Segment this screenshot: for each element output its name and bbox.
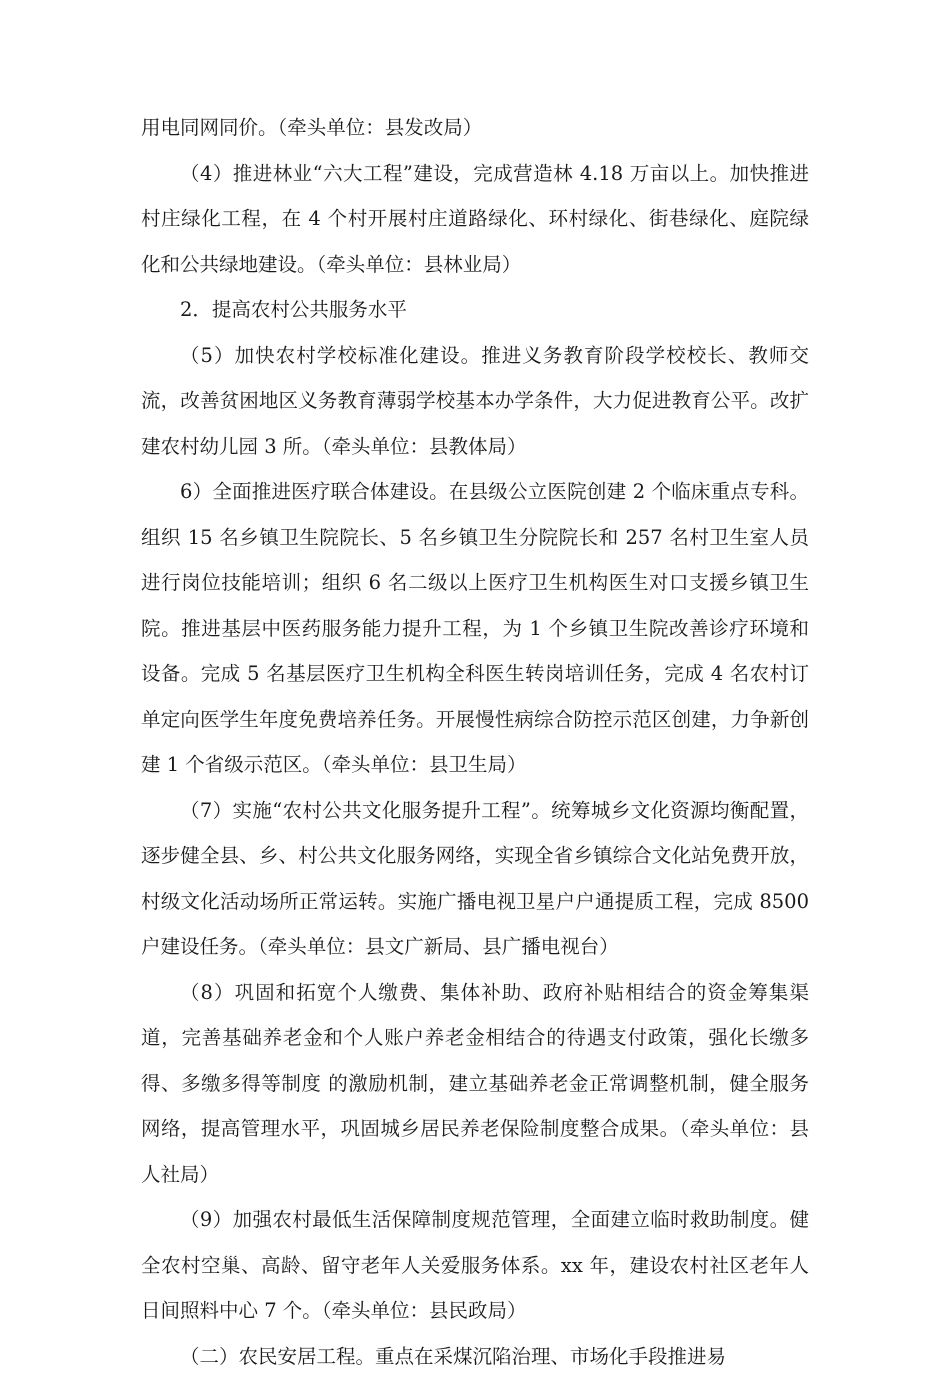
- paragraph-welfare: （9）加强农村最低生活保障制度规范管理，全面建立临时救助制度。健全农村空巢、高龄、留守老年人关爱服务体系。xx 年，建设农村社区老年人日间照料中心 7 个。（牵头单位：县民政局）: [141, 1197, 809, 1334]
- paragraph-medical: 6）全面推进医疗联合体建设。在县级公立医院创建 2 个临床重点专科。组织 15 名乡镇卫生院院长、5 名乡镇卫生分院院长和 257 名村卫生室人员进行岗位技能培训；组织 6 名二级以上医疗卫生机构医生对口支援乡镇卫生院。推进基层中医药服务能力提升工程，为 1 个乡镇卫生院改善诊疗环境和设备。完成 5 名基层医疗卫生机构全科医生转岗培训任务，完成 4 名农村订单定向医学生年度免费培养任务。开展慢性病综合防控示范区创建，力争新创建 1 个省级示范区。（牵头单位：县卫生局）: [141, 469, 809, 788]
- paragraph-continuation: 用电同网同价。（牵头单位：县发改局）: [141, 105, 809, 151]
- paragraph-culture: （7）实施“农村公共文化服务提升工程”。统筹城乡文化资源均衡配置，逐步健全县、乡、村公共文化服务网络，实现全省乡镇综合文化站免费开放，村级文化活动场所正常运转。实施广播电视卫星户户通提质工程，完成 8500 户建设任务。（牵头单位：县文广新局、县广播电视台）: [141, 788, 809, 970]
- section-heading-public-services: 2．提高农村公共服务水平: [141, 287, 809, 333]
- document-body: [141, 105, 809, 1379]
- paragraph-forestry: （4）推进林业“六大工程”建设，完成营造林 4.18 万亩以上。加快推进村庄绿化工程，在 4 个村开展村庄道路绿化、环村绿化、街巷绿化、庭院绿化和公共绿地建设。（牵头单位：县林业局）: [141, 151, 809, 288]
- paragraph-schools: （5）加快农村学校标准化建设。推进义务教育阶段学校校长、教师交流，改善贫困地区义务教育薄弱学校基本办学条件，大力促进教育公平。改扩建农村幼儿园 3 所。（牵头单位：县教体局）: [141, 333, 809, 470]
- paragraph-pension: （8）巩固和拓宽个人缴费、集体补助、政府补贴相结合的资金筹集渠道，完善基础养老金和个人账户养老金相结合的待遇支付政策，强化长缴多得、多缴多得等制度 的激励机制，建立基础养老金正常调整机制，健全服务网络，提高管理水平，巩固城乡居民养老保险制度整合成果。（牵头单位：县人社局）: [141, 970, 809, 1198]
- paragraph-housing: （二）农民安居工程。重点在采煤沉陷治理、市场化手段推进易: [141, 1334, 809, 1379]
